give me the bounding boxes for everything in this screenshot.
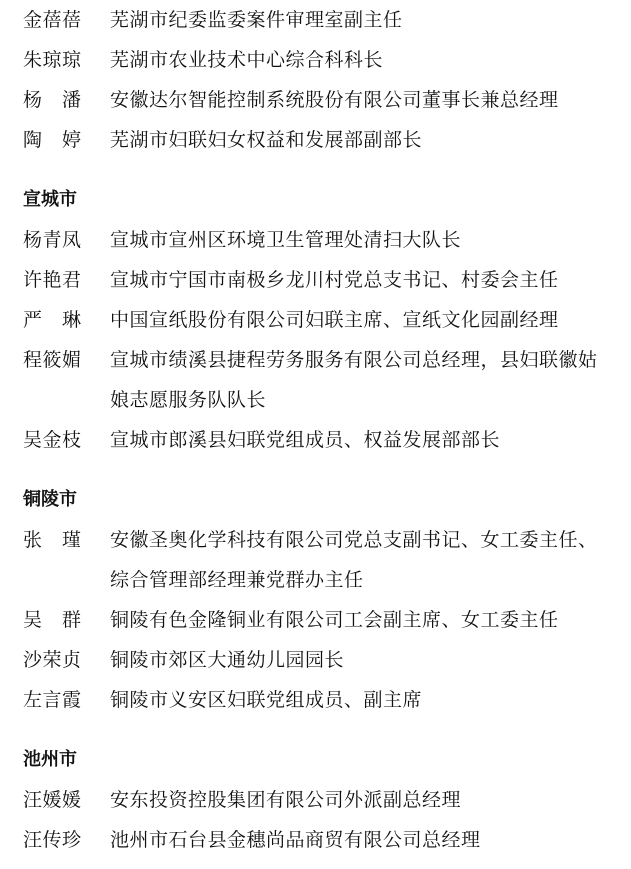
person-name: 杨 潘 (23, 89, 82, 111)
person-title: 铜陵有色金隆铜业有限公司工会副主席、女工委主任 (110, 609, 559, 631)
person-name: 汪媛媛 (23, 789, 82, 811)
person-title: 宣城市绩溪县捷程劳务服务有限公司总经理，县妇联徽姑娘志愿服务队队长 (110, 349, 598, 411)
list-item (0, 680, 631, 720)
person-name: 程筱媚 (23, 349, 82, 371)
group-wuhu-entries (0, 0, 631, 160)
list-item (0, 640, 631, 680)
person-name: 汪传珍 (23, 829, 82, 851)
section-heading-tongling: 铜陵市 (23, 489, 77, 510)
group-xuancheng-entries (0, 220, 631, 460)
person-title: 安徽达尔智能控制系统股份有限公司董事长兼总经理 (110, 89, 559, 111)
person-title: 芜湖市农业技术中心综合科科长 (110, 49, 384, 71)
person-name: 张 瑾 (23, 529, 82, 551)
list-item (0, 340, 631, 420)
person-name: 严 琳 (23, 309, 82, 331)
list-item (0, 0, 631, 40)
section-heading-xuancheng: 宣城市 (23, 189, 77, 210)
list-item (0, 40, 631, 80)
person-title: 芜湖市妇联妇女权益和发展部副部长 (110, 129, 423, 151)
list-item (0, 820, 631, 860)
list-item (0, 120, 631, 160)
list-item (0, 260, 631, 300)
list-item (0, 300, 631, 340)
person-name: 沙荣贞 (23, 649, 82, 671)
person-name: 吴 群 (23, 609, 82, 631)
list-item (0, 600, 631, 640)
list-item (0, 80, 631, 120)
person-title: 中国宣纸股份有限公司妇联主席、宣纸文化园副经理 (110, 309, 559, 331)
person-title: 宣城市宁国市南极乡龙川村党总支书记、村委会主任 (110, 269, 559, 291)
group-chizhou-entries (0, 780, 631, 860)
person-title: 铜陵市郊区大通幼儿园园长 (110, 649, 345, 671)
person-name: 许艳君 (23, 269, 82, 291)
person-title: 宣城市宣州区环境卫生管理处清扫大队长 (110, 229, 462, 251)
person-name: 杨青凤 (23, 229, 82, 251)
person-name: 陶 婷 (23, 129, 82, 151)
person-title: 铜陵市义安区妇联党组成员、副主席 (110, 689, 423, 711)
person-title: 安徽圣奥化学科技有限公司党总支副书记、女工委主任、综合管理部经理兼党群办主任 (110, 529, 598, 591)
person-title: 池州市石台县金穗尚品商贸有限公司总经理 (110, 829, 481, 851)
person-title: 安东投资控股集团有限公司外派副总经理 (110, 789, 462, 811)
group-tongling-entries (0, 520, 631, 720)
list-item (0, 520, 631, 600)
list-item (0, 420, 631, 460)
list-item (0, 220, 631, 260)
person-name: 金蓓蓓 (23, 9, 82, 31)
person-title: 芜湖市纪委监委案件审理室副主任 (110, 9, 403, 31)
person-name: 朱琼琼 (23, 49, 82, 71)
person-name: 左言霞 (23, 689, 82, 711)
person-name: 吴金枝 (23, 429, 82, 451)
list-item (0, 780, 631, 820)
section-heading-chizhou: 池州市 (23, 749, 77, 770)
person-title: 宣城市郎溪县妇联党组成员、权益发展部部长 (110, 429, 501, 451)
